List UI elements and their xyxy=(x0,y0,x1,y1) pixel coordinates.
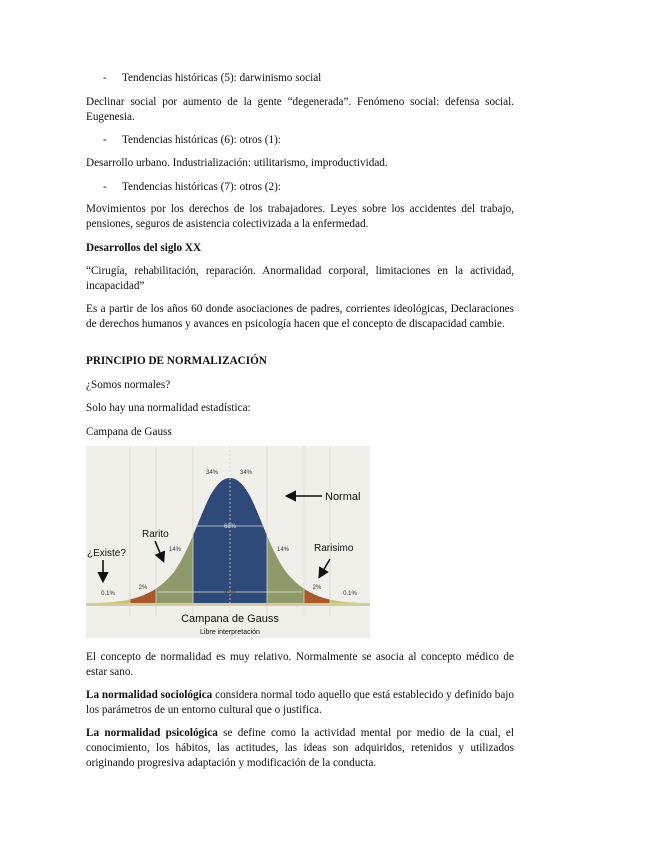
label-rarisimo: Rarisimo xyxy=(314,543,354,554)
figure-subtitle: Libre interpretación xyxy=(200,629,260,636)
paragraph-somos-normales: ¿Somos normales? xyxy=(86,379,171,391)
bullet-tendencias-7 xyxy=(103,180,513,195)
definition-text: se define como la actividad mental por medio de la cual, el conocimiento, los hábitos, las actitudes, las ideas son adquiridos, retenidos y utilizados originando progresiva adaptación y modificación de la conducta. xyxy=(86,727,514,769)
bullet-tendencias-6 xyxy=(103,133,513,148)
percent-tail-right: 2% xyxy=(312,585,322,591)
bullet-tendencias-5 xyxy=(103,71,513,86)
heading-desarrollos-siglo-xx xyxy=(86,241,514,256)
definition-text: considera normal todo aquello que está establecido y definido bajo los parámetros de un entorno cultural que o justifica. xyxy=(86,689,514,716)
heading-text: Desarrollos del siglo XX xyxy=(86,242,202,254)
bullet-text: Tendencias históricas (7): otros (2): xyxy=(122,181,281,193)
paragraph-desarrollo-urbano: Desarrollo urbano. Industrialización: utilitarismo, improductividad. xyxy=(86,157,388,169)
percent-center-right: 34% xyxy=(239,470,253,476)
paragraph-cirugia-quote: “Cirugía, rehabilitación, reparación. Anormalidad corporal, limitaciones en la actividad, incapacidad” xyxy=(86,265,514,292)
baseline xyxy=(86,603,370,606)
paragraph-normalidad-sociologica xyxy=(86,688,514,718)
label-rarito: Rarito xyxy=(142,529,169,540)
heading-text: PRINCIPIO DE NORMALIZACIÓN xyxy=(86,355,267,367)
percent-far-left: 0.1% xyxy=(101,591,115,597)
paragraph-movimientos: Movimientos por los derechos de los trabajadores. Leyes sobre los accidentes del trabajo, pensiones, seguros de asistencia colectivizada a la enfermedad. xyxy=(86,203,514,230)
paragraph-anos-60: Es a partir de los años 60 donde asociaciones de padres, corrientes ideológicas, Declaraciones de derechos humanos y avances en psicología hacen que el concepto de discapacidad cambie. xyxy=(86,303,514,330)
percent-outer: 95% xyxy=(223,590,237,596)
percent-tail-left: 2% xyxy=(138,585,148,591)
bullet-dash: - xyxy=(103,72,107,84)
term-normalidad-psicologica: La normalidad psicológica xyxy=(86,727,218,739)
paragraph-normalidad-psicologica xyxy=(86,726,514,771)
bullet-text: Tendencias históricas (6): otros (1): xyxy=(122,134,281,146)
gauss-bell-curve-figure xyxy=(86,446,370,638)
paragraph-campana-de-gauss: Campana de Gauss xyxy=(86,426,172,438)
bullet-dash: - xyxy=(103,181,107,193)
percent-side-left: 14% xyxy=(168,547,182,553)
percent-side-right: 14% xyxy=(276,547,290,553)
figure-title: Campana de Gauss xyxy=(181,613,279,625)
percent-inner: 68% xyxy=(223,524,237,530)
paragraph-declinar-social: Declinar social por aumento de la gente “degenerada”. Fenómeno social: defensa social. Eugenesia. xyxy=(86,96,514,123)
bullet-text: Tendencias históricas (5): darwinismo social xyxy=(122,72,322,84)
percent-far-right: 0.1% xyxy=(343,591,357,597)
bullet-dash: - xyxy=(103,134,107,146)
term-normalidad-sociologica: La normalidad sociológica xyxy=(86,689,213,701)
label-existe: ¿Existe? xyxy=(87,548,126,559)
label-normal: Normal xyxy=(325,491,361,503)
paragraph-normalidad-relativa: El concepto de normalidad es muy relativo. Normalmente se asocia al concepto médico de estar sano. xyxy=(86,651,514,678)
percent-center-left: 34% xyxy=(205,470,219,476)
heading-principio-normalizacion xyxy=(86,354,514,369)
paragraph-normalidad-estadistica: Solo hay una normalidad estadística: xyxy=(86,402,251,414)
